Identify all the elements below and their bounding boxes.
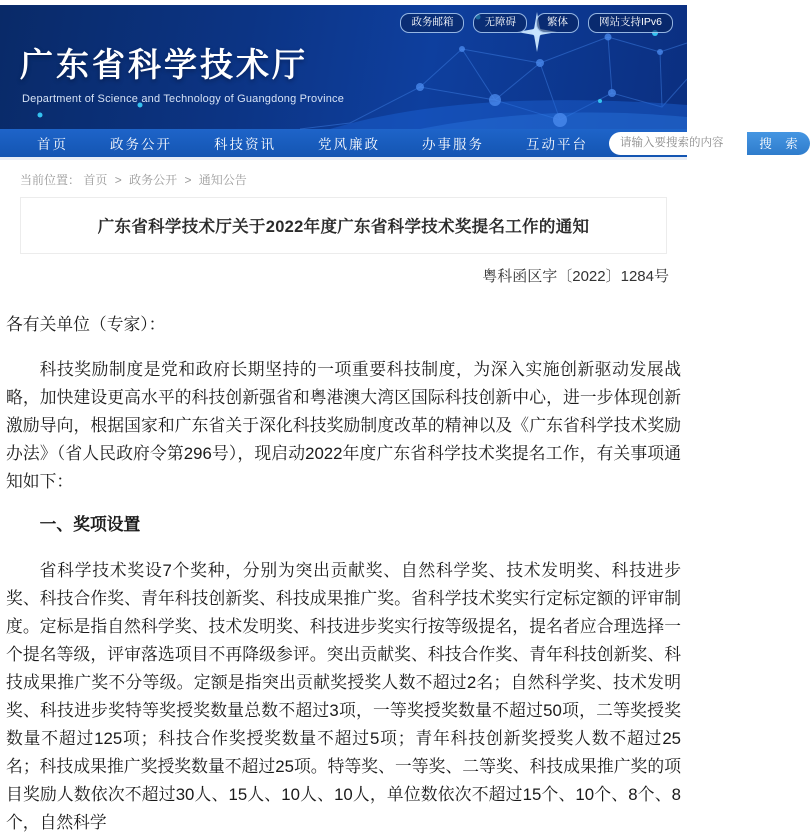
breadcrumb-separator: > xyxy=(184,173,192,187)
nav-item-gov-affairs[interactable]: 政务公开 xyxy=(110,137,172,152)
breadcrumb-gov-affairs[interactable]: 政务公开 xyxy=(129,173,178,187)
breadcrumb-label: 当前位置： xyxy=(20,173,81,187)
breadcrumb-current-notices: 通知公告 xyxy=(198,173,247,187)
site-title: 广东省科学技术厅 xyxy=(20,46,308,83)
site-banner xyxy=(0,5,687,129)
breadcrumb-home[interactable]: 首页 xyxy=(83,173,108,187)
nav-item-sci-tech-news[interactable]: 科技资讯 xyxy=(214,137,276,152)
article-body xyxy=(0,311,687,837)
search-button[interactable]: 搜 索 xyxy=(747,132,810,155)
nav-item-party-conduct[interactable]: 党风廉政 xyxy=(318,137,380,152)
site-search xyxy=(609,132,810,155)
quick-link-accessibility[interactable]: 无障碍 xyxy=(473,13,527,33)
article-title: 广东省科学技术厅关于2022年度广东省科学技术奖提名工作的通知 xyxy=(97,218,590,236)
nav-item-services[interactable]: 办事服务 xyxy=(422,137,484,152)
quick-link-ipv6[interactable]: 网站支持IPv6 xyxy=(588,13,673,33)
main-navigation xyxy=(0,129,803,160)
search-input[interactable] xyxy=(609,132,747,155)
document-number: 粤科函区字〔2022〕1284号 xyxy=(482,268,669,285)
nav-item-interaction[interactable]: 互动平台 xyxy=(526,137,588,152)
article-paragraph-2: 省科学技术奖设7个奖种，分别为突出贡献奖、自然科学奖、技术发明奖、科技进步奖、科技合作奖、青年科技创新奖、科技成果推广奖。省科学技术奖实行定标定额的评审制度。定标是指自然科学奖、技术发明奖、科技进步奖实行按等级提名，提名者应合理选择一个提名等级，评审落选项目不再降级参评。突出贡献奖、科技合作奖、青年科技创新奖、科技成果推广奖不分等级。定额是指突出贡献奖授奖人数不超过2名；自然科学奖、技术发明奖、科技进步奖特等奖授奖数量总数不超过3项，一等奖授奖数量不超过50项，二等奖授奖数量不超过125项；科技合作奖授奖数量不超过5项；青年科技创新奖授奖人数不超过25名；科技成果推广奖授奖数量不超过25项。特等奖、一等奖、二等奖、科技成果推广奖的项目奖励人数依次不超过30人、15人、10人、10人，单位数依次不超过15个、10个、8个、8个，自然科学 xyxy=(6,561,681,832)
section-heading-awards-setup: 一、奖项设置 xyxy=(39,515,141,534)
breadcrumb xyxy=(0,160,687,197)
article-title-box xyxy=(20,197,667,254)
header-quick-links xyxy=(400,13,673,33)
breadcrumb-separator: > xyxy=(114,173,122,187)
site-subtitle-english: Department of Science and Technology of Guangdong Province xyxy=(22,93,345,105)
article-paragraph-1: 科技奖励制度是党和政府长期坚持的一项重要科技制度，为深入实施创新驱动发展战略，加快建设更高水平的科技创新强省和粤港澳大湾区国际科技创新中心，进一步体现创新激励导向，根据国家和广东省关于深化科技奖励制度改革的精神以及《广东省科学技术奖励办法》（省人民政府令第296号），现启动2022年度广东省科学技术奖提名工作，有关事项通知如下： xyxy=(6,360,681,491)
quick-link-gov-mail[interactable]: 政务邮箱 xyxy=(400,13,464,33)
nav-item-home[interactable]: 首页 xyxy=(37,137,68,152)
quick-link-traditional-chinese[interactable]: 繁体 xyxy=(536,13,579,33)
article-salutation: 各有关单位（专家）： xyxy=(6,315,166,334)
